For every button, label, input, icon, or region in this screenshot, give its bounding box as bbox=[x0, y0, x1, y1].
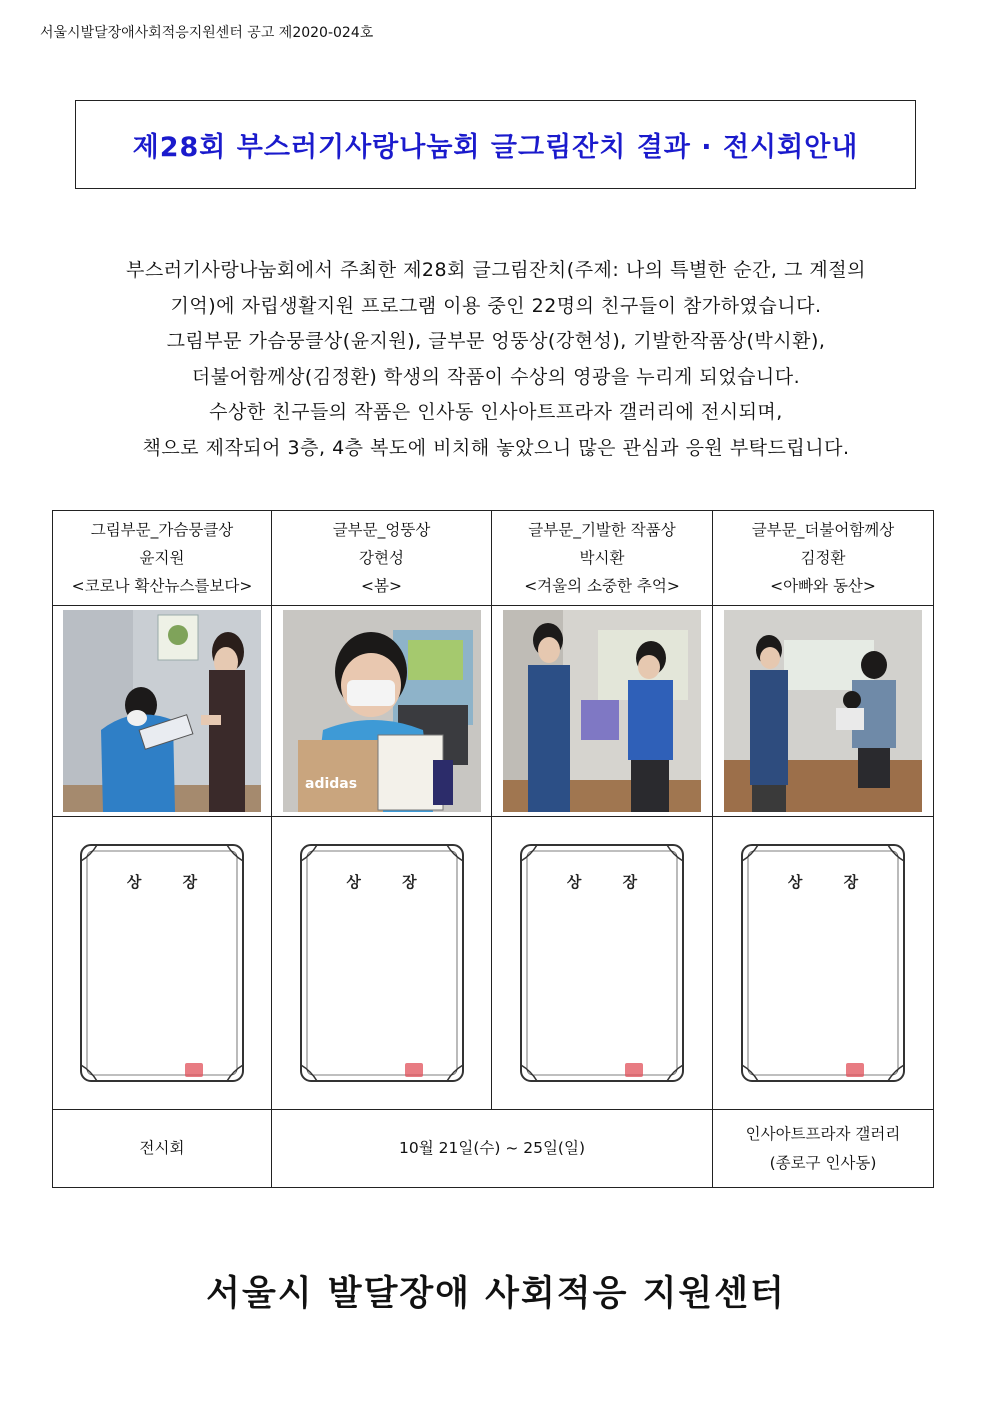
photo-cell bbox=[53, 606, 272, 817]
award-category: 글부문_엉뚱상 bbox=[332, 521, 431, 539]
title-box bbox=[75, 100, 916, 189]
intro-line: 부스러기사랑나눔회에서 주최한 제28회 글그림잔치(주제: 나의 특별한 순간, 그 계절의 bbox=[126, 259, 866, 281]
seal-graphic bbox=[185, 1063, 203, 1077]
award-work: <아빠와 동산> bbox=[770, 577, 876, 595]
certificate-cell bbox=[272, 817, 492, 1110]
photo-cell bbox=[492, 606, 713, 817]
certificate-image bbox=[77, 841, 247, 1085]
intro-line: 기억)에 자립생활지원 프로그램 이용 중인 22명의 친구들이 참가하였습니다. bbox=[170, 294, 822, 317]
award-photo bbox=[724, 610, 922, 812]
awards-table bbox=[52, 510, 934, 1188]
certificate-cell bbox=[492, 817, 713, 1110]
award-photo bbox=[503, 610, 701, 812]
certificate-title-graphic: 상 장 bbox=[787, 873, 877, 891]
exhibition-period: 10월 21일(수) ~ 25일(일) bbox=[272, 1110, 713, 1188]
award-work: <겨울의 소중한 추억> bbox=[524, 577, 680, 595]
intro-text bbox=[40, 253, 952, 466]
award-header bbox=[53, 511, 272, 606]
intro-line: 그림부문 가슴뭉클상(윤지원), 글부문 엉뚱상(강현성), 기발한작품상(박시환), bbox=[166, 330, 826, 352]
certificate-cell bbox=[53, 817, 272, 1110]
award-header bbox=[713, 511, 934, 606]
intro-line: 더불어함께상(김정환) 학생의 작품이 수상의 영광을 누리게 되었습니다. bbox=[191, 365, 801, 388]
exhibition-venue-name: 인사아트프라자 갤러리 bbox=[745, 1124, 901, 1143]
footer-organization: 서울시 발달장애 사회적응 지원센터 bbox=[206, 1274, 786, 1314]
award-winner: 윤지원 bbox=[139, 549, 185, 567]
certificate-title-graphic: 상 장 bbox=[126, 873, 216, 891]
certificate-title-graphic: 상 장 bbox=[346, 873, 435, 891]
certificate-image bbox=[517, 841, 687, 1085]
award-header bbox=[272, 511, 492, 606]
certificate-cell bbox=[713, 817, 934, 1110]
seal-graphic bbox=[405, 1063, 423, 1077]
certificate-row bbox=[53, 817, 934, 1110]
intro-line: 책으로 제작되어 3층, 4층 복도에 비치해 놓았으니 많은 관심과 응원 부탁드립니다. bbox=[142, 436, 850, 459]
photo-row bbox=[53, 606, 934, 817]
award-photo bbox=[283, 610, 481, 812]
svg-text:adidas: adidas bbox=[304, 776, 357, 792]
award-work: <봄> bbox=[361, 577, 402, 595]
exhibition-row bbox=[53, 1110, 934, 1188]
seal-graphic bbox=[625, 1063, 643, 1077]
award-photo bbox=[63, 610, 261, 812]
intro-line: 수상한 친구들의 작품은 인사동 인사아트프라자 갤러리에 전시되며, bbox=[209, 401, 783, 423]
certificate-title-graphic: 상 장 bbox=[566, 873, 656, 891]
exhibition-venue bbox=[713, 1110, 934, 1188]
award-category: 글부문_기발한 작품상 bbox=[528, 521, 676, 539]
certificate-image bbox=[738, 841, 908, 1085]
certificate-image bbox=[297, 841, 467, 1085]
award-winner: 강현성 bbox=[359, 549, 404, 567]
exhibition-venue-location: (종로구 인사동) bbox=[769, 1153, 877, 1172]
award-category: 글부문_더불어함께상 bbox=[751, 521, 895, 539]
seal-graphic bbox=[846, 1063, 864, 1077]
award-category: 그림부문_가슴뭉클상 bbox=[90, 521, 234, 539]
exhibition-label: 전시회 bbox=[53, 1110, 272, 1188]
award-winner: 박시환 bbox=[579, 549, 625, 567]
award-winner: 김정환 bbox=[800, 549, 846, 567]
notice-number: 서울시발달장애사회적응지원센터 공고 제2020-024호 bbox=[40, 25, 374, 41]
photo-cell bbox=[272, 606, 492, 817]
page-title: 제28회 부스러기사랑나눔회 글그림잔치 결과 · 전시회안내 bbox=[132, 132, 859, 163]
award-header bbox=[492, 511, 713, 606]
award-header-row bbox=[53, 511, 934, 606]
photo-cell bbox=[713, 606, 934, 817]
award-work: <코로나 확산뉴스를보다> bbox=[71, 577, 253, 595]
